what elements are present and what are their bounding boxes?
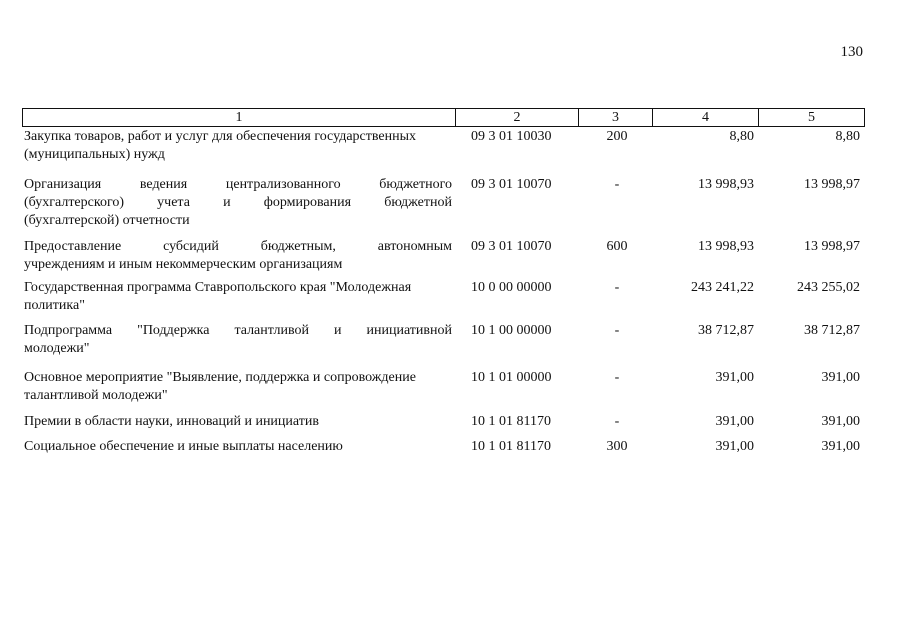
row-type: - [614,414,620,429]
row-type: 300 [606,439,628,454]
row-description: Премии в области науки, инноваций и инициатив [24,414,319,429]
row-value-4: 8,80 [729,129,754,144]
table-header [22,108,865,127]
row-value-5: 391,00 [821,370,860,385]
row-type: 600 [606,239,628,254]
row-description: Организация ведения централизованного бюджетного (бухгалтерского) учета и формирования бюджетной (бухгалтерской) отчетности [24,177,452,228]
row-type: - [614,280,620,295]
row-type: - [614,370,620,385]
row-value-4: 391,00 [715,439,754,454]
row-description: Предоставление субсидий бюджетным, автономным учреждениям и иным некоммерческим организациям [24,239,452,272]
row-value-5: 391,00 [821,439,860,454]
row-code: 10 1 01 81170 [471,414,551,429]
row-value-5: 13 998,97 [804,177,860,192]
row-value-5: 8,80 [835,129,860,144]
row-value-4: 391,00 [715,370,754,385]
row-code: 09 3 01 10070 [471,177,552,192]
row-code: 09 3 01 10030 [471,129,552,144]
row-value-4: 13 998,93 [698,239,754,254]
row-description: Подпрограмма "Поддержка талантливой и инициативной молодежи" [24,323,452,356]
row-code: 10 1 01 81170 [471,439,551,454]
row-code: 10 1 01 00000 [471,370,552,385]
row-value-4: 38 712,87 [698,323,754,338]
row-description: Государственная программа Ставропольского края "Молодежная политика" [24,280,412,313]
header-col-2: 2 [456,109,579,127]
header-col-3: 3 [579,109,653,127]
header-col-1: 1 [23,109,456,127]
row-description: Социальное обеспечение и иные выплаты населению [24,439,343,454]
row-code: 10 0 00 00000 [471,280,552,295]
row-value-5: 38 712,87 [804,323,860,338]
row-description: Основное мероприятие "Выявление, поддержка и сопровождение талантливой молодежи" [24,370,416,403]
row-type: - [614,177,620,192]
row-value-4: 13 998,93 [698,177,754,192]
row-description: Закупка товаров, работ и услуг для обеспечения государственных (муниципальных) нужд [24,129,417,162]
row-value-5: 391,00 [821,414,860,429]
page-number: 130 [840,44,863,60]
row-value-5: 243 255,02 [797,280,860,295]
row-value-4: 243 241,22 [691,280,754,295]
row-code: 10 1 00 00000 [471,323,552,338]
row-code: 09 3 01 10070 [471,239,552,254]
row-type: 200 [606,129,628,144]
row-type: - [614,323,620,338]
row-value-5: 13 998,97 [804,239,860,254]
row-value-4: 391,00 [715,414,754,429]
header-col-5: 5 [759,109,865,127]
header-col-4: 4 [653,109,759,127]
